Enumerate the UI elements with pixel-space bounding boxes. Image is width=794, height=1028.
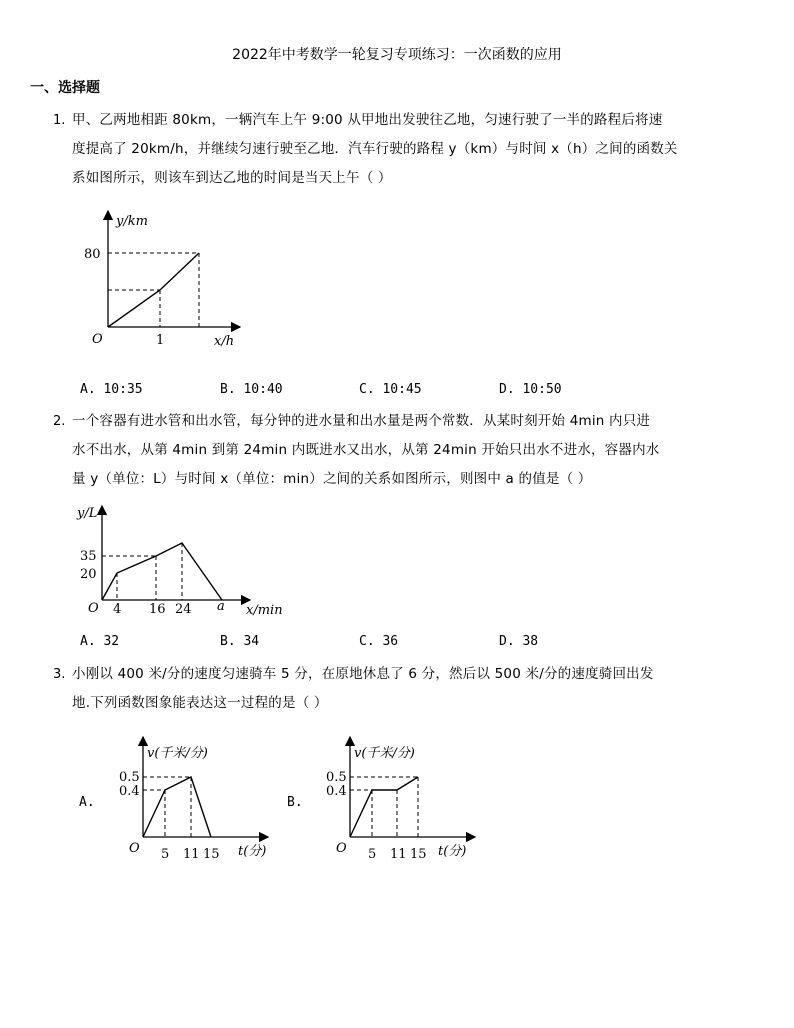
water-volume-line [102, 543, 222, 600]
x-tick-label: 4 [113, 602, 122, 617]
x-tick-label: 5 [368, 847, 377, 862]
question-1-line-2: 度提高了 20km/h，并继续匀速行驶至乙地．汽车行驶的路程 y（km）与时间 x（h）之间的函数关 [72, 141, 678, 157]
question-2-number: 2. [53, 414, 66, 429]
x-tick-label: 11 [183, 847, 200, 862]
question-2-line-1: 一个容器有进水管和出水管，每分钟的进水量和出水量是两个常数．从某时刻开始 4min 内只进 [72, 413, 651, 429]
question-1-line-1: 甲、乙两地相距 80km，一辆汽车上午 9:00 从甲地出发驶往乙地，匀速行驶了一半的路程后将速 [72, 112, 663, 128]
origin-label: O [129, 841, 140, 856]
y-tick-label: 0.5 [119, 770, 140, 785]
question-1-graph [80, 205, 260, 360]
x-tick-label: a [217, 599, 225, 614]
question-1-option-a[interactable]: A. 10:35 [80, 382, 143, 397]
page-title: 2022年中考数学一轮复习专项练习：一次函数的应用 [232, 47, 562, 63]
x-tick-label: 16 [149, 602, 166, 617]
section-heading: 一、选择题 [30, 80, 100, 96]
x-tick-label: 11 [390, 847, 407, 862]
y-axis-label: y/L [77, 506, 98, 521]
question-1-option-d[interactable]: D. 10:50 [499, 382, 562, 397]
x-tick-label: 5 [161, 847, 170, 862]
speed-line [143, 777, 211, 837]
y-tick-label: 0.5 [326, 770, 347, 785]
origin-label: O [336, 841, 347, 856]
x-tick-label: 15 [203, 847, 220, 862]
question-2-line-3: 量 y（单位：L）与时间 x（单位：min）之间的关系如图所示，则图中 a 的值是（ ） [72, 471, 592, 487]
question-3-option-a-label[interactable]: A. [79, 795, 95, 810]
question-3-line-2: 地.下列函数图象能表达这一过程的是（ ） [72, 695, 328, 711]
question-3-number: 3. [53, 667, 66, 682]
question-3-line-1: 小刚以 400 米/分的速度匀速骑车 5 分，在原地休息了 6 分，然后以 500 米/分的速度骑回出发 [72, 666, 654, 682]
speed-line [350, 777, 418, 837]
y-tick-label: 80 [84, 247, 101, 262]
y-tick-label: 35 [80, 549, 97, 564]
x-axis-label: x/h [214, 334, 235, 349]
y-axis-label: v(千米/分) [354, 746, 415, 761]
x-tick-label: 15 [410, 847, 427, 862]
question-2-option-d[interactable]: D. 38 [499, 634, 539, 649]
question-2-option-c[interactable]: C. 36 [359, 634, 399, 649]
question-3-option-b-label[interactable]: B. [287, 795, 303, 810]
y-tick-label: 0.4 [119, 784, 140, 799]
x-tick-label: 24 [175, 602, 192, 617]
x-tick-label: 1 [156, 333, 165, 348]
question-3-graph-a[interactable] [116, 735, 276, 865]
question-2-option-a[interactable]: A. 32 [80, 634, 120, 649]
question-1-option-b[interactable]: B. 10:40 [220, 382, 283, 397]
question-2-graph [74, 500, 294, 620]
y-axis-label: v(千米/分) [147, 746, 208, 761]
origin-label: O [88, 601, 99, 616]
y-axis-label: y/km [116, 214, 148, 229]
x-axis-label: x/min [246, 603, 283, 618]
y-tick-label: 20 [80, 567, 97, 582]
question-1-option-c[interactable]: C. 10:45 [359, 382, 422, 397]
question-3-graph-b[interactable] [323, 735, 483, 865]
question-2-option-b[interactable]: B. 34 [220, 634, 260, 649]
origin-label: O [92, 332, 103, 347]
x-axis-label: t(分) [238, 844, 267, 859]
x-axis-label: t(分) [438, 844, 467, 859]
question-1-number: 1. [53, 113, 66, 128]
question-1-line-3: 系如图所示，则该车到达乙地的时间是当天上午（ ） [72, 170, 392, 186]
question-2-line-2: 水不出水，从第 4min 到第 24min 内既进水又出水，从第 24min 开始只出水不进水，容器内水 [72, 442, 660, 458]
y-tick-label: 0.4 [326, 784, 347, 799]
